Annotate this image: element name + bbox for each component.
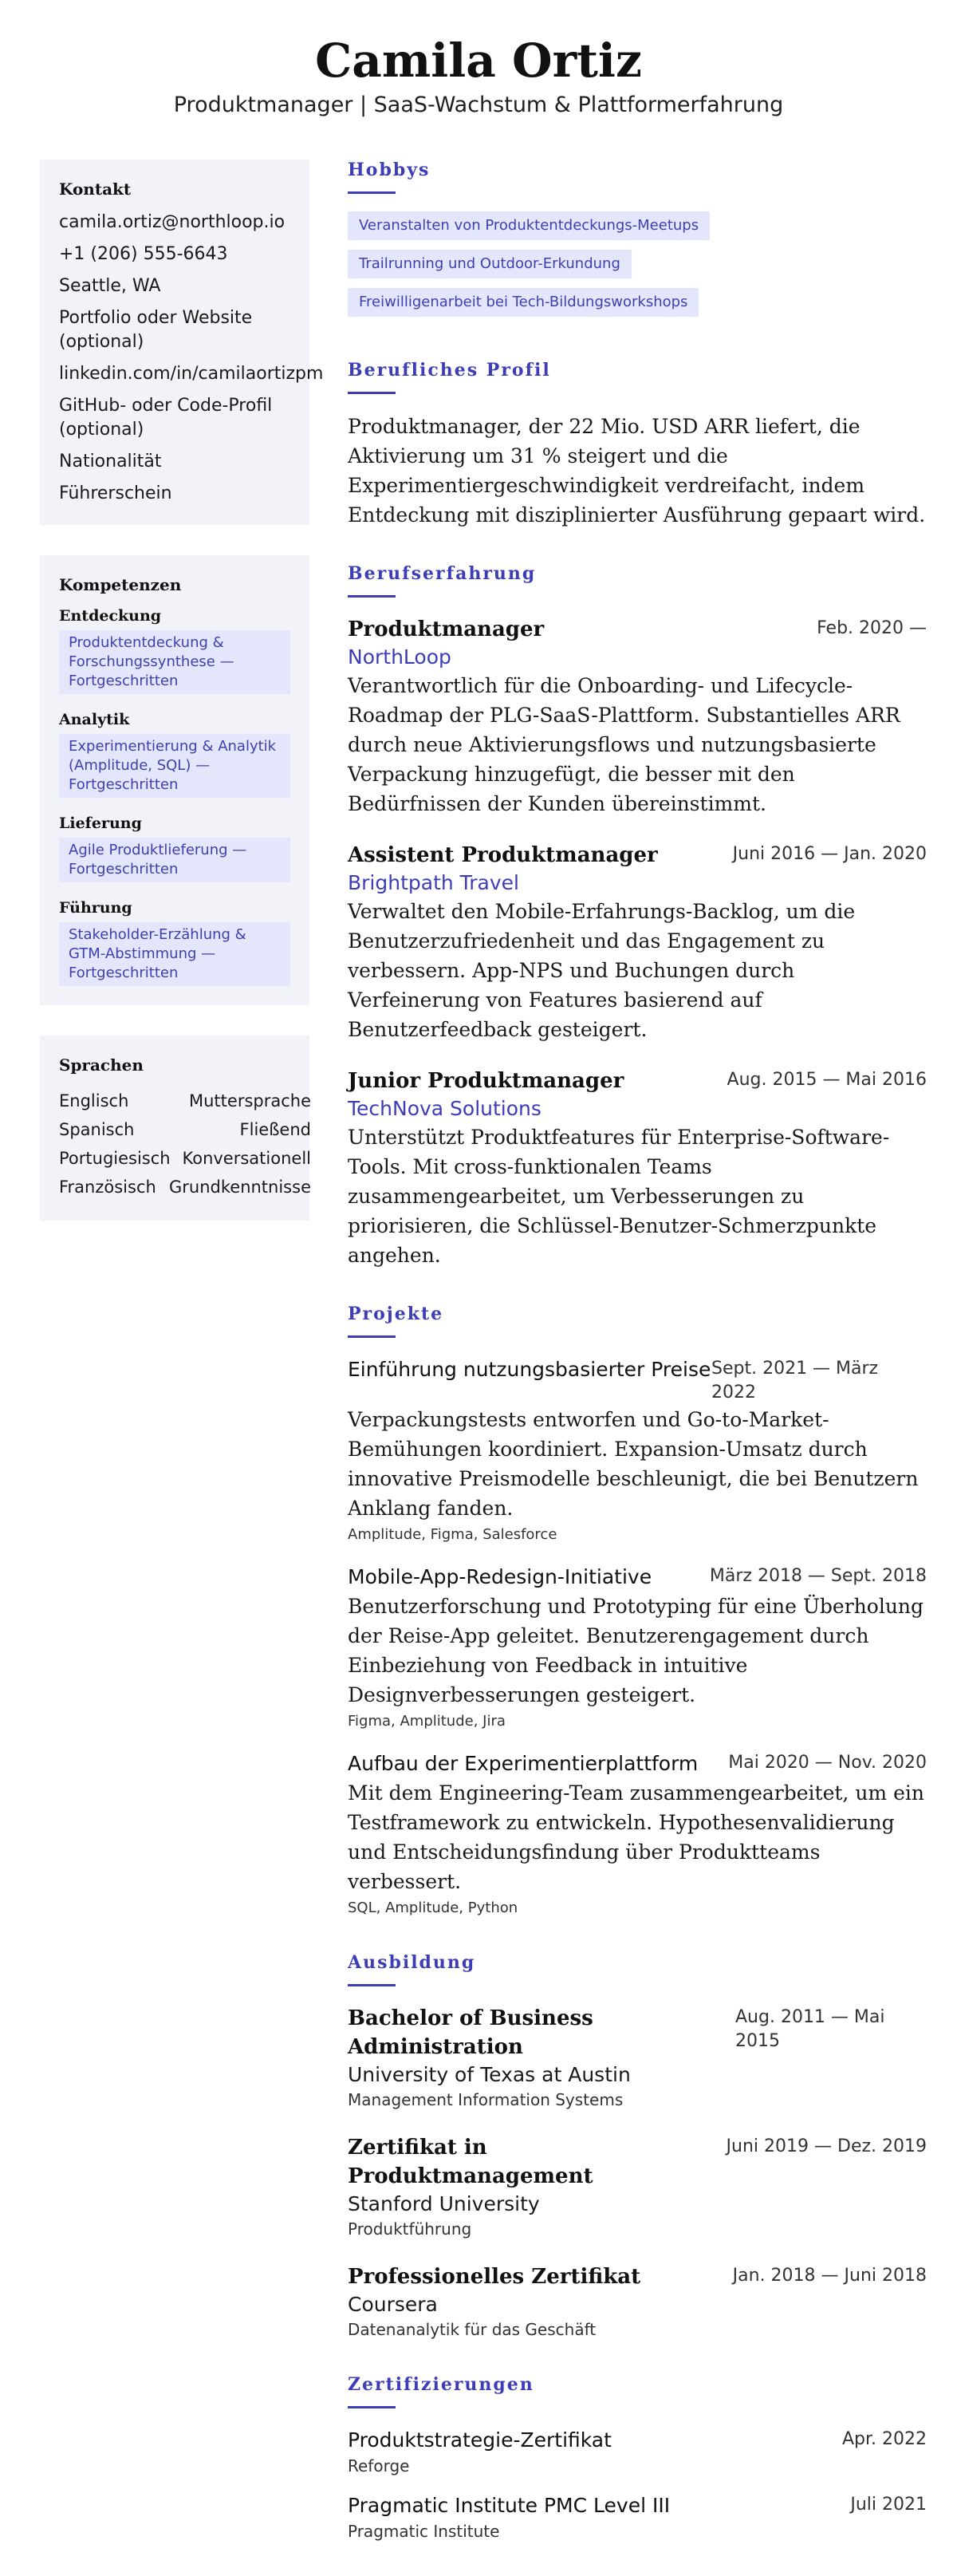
experience-entry [348,1067,927,1270]
skills-card [40,555,309,1005]
entry-header [348,1563,927,1592]
language-name: Französisch [59,1178,156,1197]
skill-tag: Agile Produktlieferung — Fortgeschritten [59,838,290,882]
education-section [348,1952,927,2341]
certification-name: Pragmatic Institute PMC Level III [348,2494,671,2517]
hobbies-section [348,160,927,326]
section-divider [348,191,396,194]
project-entry [348,1355,927,1545]
degree-name: Bachelor of Business Administration [348,2006,593,2059]
certification-date: Apr. 2022 [841,2429,927,2449]
language-row [59,1115,311,1144]
hobby-tag: Veranstalten von Produktentdeckungs-Meetups [348,211,710,240]
project-date: Mai 2020 — Nov. 2020 [728,1753,927,1773]
education-date: Juni 2019 — Dez. 2019 [726,2136,927,2156]
entry-header [348,2133,927,2191]
project-description: Verpackungstests entworfen und Go-to-Market-Bemühungen koordiniert. Expansion-Umsatz durch innovative Preismodelle beschleunigt, die bei Benutzern Anklang fanden. [348,1408,919,1520]
language-level: Grundkenntnisse [169,1178,311,1197]
project-date: Sept. 2021 — März 2022 [711,1359,879,1402]
hobby-tag: Trailrunning und Outdoor-Erkundung [348,250,632,278]
certification-entry [348,2426,927,2477]
skill-group-name: Entdeckung [59,607,162,625]
language-row [59,1087,311,1115]
project-name: Aufbau der Experimentierplattform [348,1752,699,1775]
contact-location: Seattle, WA [59,276,161,296]
section-divider [348,1984,396,1986]
section-divider [348,2406,396,2408]
resume-header [0,0,957,120]
entry-header [348,615,927,644]
contact-github: GitHub- oder Code-Profil (optional) [59,396,273,440]
language-name: Englisch [59,1091,129,1110]
entry-header [348,2426,927,2455]
language-name: Portugiesisch [59,1149,171,1168]
experience-entry [348,615,927,819]
skill-group-name: Lieferung [59,815,142,832]
certification-date: Juli 2021 [850,2495,927,2515]
contact-email[interactable]: camila.ortiz@northloop.io [59,212,286,232]
entry-header [348,2491,927,2520]
project-date: März 2018 — Sept. 2018 [709,1566,927,1586]
language-level: Konversationell [182,1149,311,1168]
main-content [348,160,927,2576]
language-level: Muttersprache [189,1091,311,1110]
job-date: Feb. 2020 — [817,618,927,638]
job-role: Assistent Produktmanager [348,843,658,867]
language-row [59,1144,311,1173]
hobby-list [348,211,927,326]
education-date: Jan. 2018 — Juni 2018 [732,2266,927,2286]
hobby-tag: Freiwilligenarbeit bei Tech-Bildungsworkshops [348,288,699,317]
section-divider [348,392,396,394]
skill-tag: Experimentierung & Analytik (Amplitude, SQL) — Fortgeschritten [59,734,290,798]
contact-portfolio: Portfolio oder Website (optional) [59,308,253,352]
section-title: Hobbys [348,160,431,180]
field-of-study: Management Information Systems [348,2090,624,2109]
certification-name: Produktstrategie-Zertifikat [348,2428,612,2452]
education-entry [348,2262,927,2341]
project-description: Benutzerforschung und Prototyping für eine Überholung der Reise-App geleitet. Benutzerengagement durch Einbeziehung von Feedback in intuitive Designverbesserungen gesteigert. [348,1595,924,1706]
job-company: TechNova Solutions [348,1097,542,1120]
skill-tag: Produktentdeckung & Forschungssynthese — Fortgeschritten [59,630,290,694]
entry-header [348,1750,927,1778]
contact-card [40,160,324,525]
project-name: Einführung nutzungsbasierter Preise [348,1358,711,1381]
entry-header [348,2262,927,2291]
field-of-study: Datenanalytik für das Geschäft [348,2320,597,2339]
candidate-name: Camila Ortiz [315,34,642,88]
project-tech: Amplitude, Figma, Salesforce [348,1526,557,1543]
section-divider [348,1335,396,1338]
project-entry [348,1750,927,1919]
section-title: Ausbildung [348,1952,476,1973]
contact-title: Kontakt [59,179,132,199]
section-title: Zertifizierungen [348,2374,534,2395]
job-description: Verantwortlich für die Onboarding- und Lifecycle-Roadmap der PLG-SaaS-Plattform. Substantielles ARR durch neue Aktivierungsflows und nutzungsbasierte Verpackung hinzugefügt, die besser mit den Bedürfnissen der Kunden übereinstimmt. [348,674,900,815]
job-company: Brightpath Travel [348,871,519,894]
languages-title: Sprachen [59,1055,144,1075]
contact-phone[interactable]: +1 (206) 555-6643 [59,244,228,264]
job-role: Junior Produktmanager [348,1069,624,1093]
experience-section [348,563,927,1270]
job-date: Juni 2016 — Jan. 2020 [732,844,927,864]
candidate-headline: Produktmanager | SaaS-Wachstum & Plattformerfahrung [173,93,784,117]
language-name: Spanisch [59,1120,135,1139]
certification-issuer: Pragmatic Institute [348,2522,500,2541]
profile-section [348,360,927,530]
education-entry [348,2004,927,2111]
field-of-study: Produktführung [348,2219,472,2239]
entry-header [348,1067,927,1095]
section-divider [348,595,396,598]
job-company: NorthLoop [348,645,451,669]
degree-name: Professionelles Zertifikat [348,2265,641,2289]
project-tech: SQL, Amplitude, Python [348,1899,518,1916]
school-name: University of Texas at Austin [348,2063,631,2086]
certification-issuer: Reforge [348,2456,410,2475]
contact-linkedin[interactable]: linkedin.com/in/camilaortizpm [59,364,324,384]
skill-tag: Stakeholder-Erzählung & GTM-Abstimmung — Fortgeschritten [59,922,290,986]
language-level: Fließend [239,1120,311,1139]
school-name: Coursera [348,2293,438,2316]
job-date: Aug. 2015 — Mai 2016 [727,1070,927,1090]
project-tech: Figma, Amplitude, Jira [348,1713,506,1730]
skills-title: Kompetenzen [59,575,182,594]
certification-entry [348,2491,927,2542]
contact-nationality: Nationalität [59,452,162,471]
section-title: Berufliches Profil [348,360,551,381]
project-entry [348,1563,927,1732]
projects-section [348,1304,927,1919]
entry-header [348,1355,927,1405]
school-name: Stanford University [348,2192,540,2215]
profile-text: Produktmanager, der 22 Mio. USD ARR liefert, die Aktivierung um 31 % steigert und die Experimentiergeschwindigkeit verdreifacht, indem Entdeckung mit disziplinierter Ausführung gepaart wird. [348,415,926,527]
degree-name: Zertifikat in Produktmanagement [348,2136,593,2188]
experience-entry [348,841,927,1044]
job-role: Produktmanager [348,617,545,641]
contact-drivers-license: Führerschein [59,483,172,503]
entry-header [348,841,927,870]
certifications-section [348,2374,927,2542]
section-title: Berufserfahrung [348,563,537,584]
project-description: Mit dem Engineering-Team zusammengearbeitet, um ein Testframework zu entwickeln. Hypothesenvalidierung und Entscheidungsfindung über Produktteams verbessert. [348,1781,924,1893]
job-description: Unterstützt Produktfeatures für Enterprise-Software-Tools. Mit cross-funktionalen Teams zusammengearbeitet, um Verbesserungen zu priorisieren, die Schlüssel-Benutzer-Schmerzpunkte angehen. [348,1126,890,1267]
education-date: Aug. 2011 — Mai 2015 [735,2007,885,2051]
languages-card [40,1036,309,1221]
sidebar [40,160,324,1251]
entry-header [348,2004,927,2061]
language-row [59,1173,311,1201]
job-description: Verwaltet den Mobile-Erfahrungs-Backlog, um die Benutzerzufriedenheit und das Engagement zu verbessern. App-NPS und Buchungen durch Verfeinerung von Features basierend auf Benutzerfeedback gesteigert. [348,900,856,1041]
section-title: Projekte [348,1304,444,1324]
skill-group-name: Führung [59,899,132,917]
education-entry [348,2133,927,2240]
project-name: Mobile-App-Redesign-Initiative [348,1565,652,1588]
skill-group-name: Analytik [59,711,130,728]
